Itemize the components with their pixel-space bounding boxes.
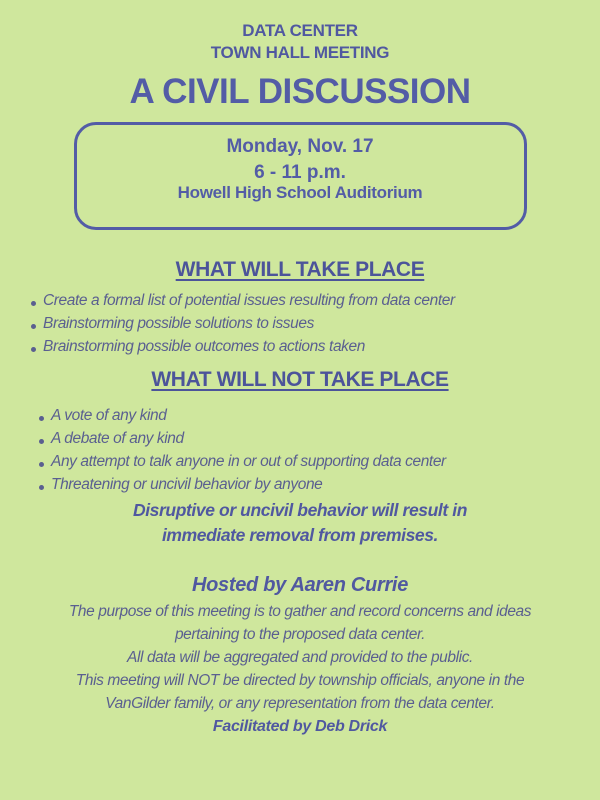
list-item: A debate of any kind (51, 430, 184, 447)
list-item: Threatening or uncivil behavior by anyone (51, 476, 323, 493)
warning-line-2: immediate removal from premises. (161, 525, 439, 545)
event-date: Monday, Nov. 17 (226, 136, 374, 157)
list-item: Brainstorming possible outcomes to actions taken (43, 338, 365, 355)
kicker-data-center: DATA CENTER (242, 21, 358, 40)
facilitator-name: Facilitated by Deb Drick (212, 718, 388, 735)
event-location: Howell High School Auditorium (177, 183, 423, 202)
bullet-icon (31, 301, 36, 306)
bullet-icon (39, 416, 44, 421)
purpose-line: All data will be aggregated and provided to the public. (127, 649, 473, 666)
bullet-icon (39, 439, 44, 444)
list-item: Create a formal list of potential issues resulting from data center (43, 292, 455, 309)
bullet-icon (31, 347, 36, 352)
purpose-line: VanGilder family, or any representation from the data center. (105, 695, 495, 712)
warning-line-1: Disruptive or uncivil behavior will result in (132, 500, 468, 520)
heading-will-take-place: WHAT WILL TAKE PLACE (175, 258, 425, 281)
list-item: A vote of any kind (51, 407, 167, 424)
purpose-line: This meeting will NOT be directed by township officials, anyone in the (75, 672, 525, 689)
purpose-line: pertaining to the proposed data center. (174, 626, 426, 643)
host-name: Hosted by Aaren Currie (191, 574, 409, 596)
heading-will-not-take-place: WHAT WILL NOT TAKE PLACE (151, 368, 449, 391)
purpose-line: The purpose of this meeting is to gather and record concerns and ideas (68, 603, 532, 620)
kicker-town-hall-meeting: TOWN HALL MEETING (210, 43, 390, 62)
bullet-icon (31, 324, 36, 329)
bullet-icon (39, 462, 44, 467)
list-item: Brainstorming possible solutions to issues (43, 315, 314, 332)
list-item: Any attempt to talk anyone in or out of supporting data center (51, 453, 446, 470)
bullet-icon (39, 485, 44, 490)
page-title: A CIVIL DISCUSSION (129, 72, 471, 111)
event-time: 6 - 11 p.m. (254, 162, 346, 183)
